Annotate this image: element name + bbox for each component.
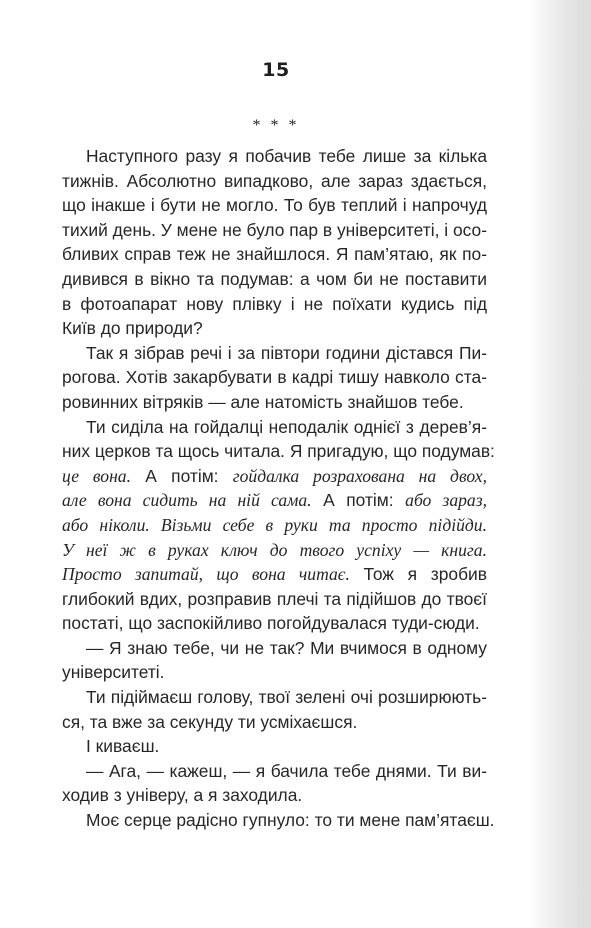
text-segment: глибокий вдих, розправив плечі та підійшов до твоєї — [62, 588, 487, 609]
chapter-number: 15 — [262, 59, 290, 81]
text-segment: них церков та щось читала. Я пригадую, що подумав: — [62, 441, 495, 462]
text-segment: постаті, що заспокійливо погойдувалася туди-сюди. — [62, 613, 480, 634]
italic-text: гойдалка розрахована на двох, — [232, 465, 488, 486]
italic-text: але вона сидить на ній сама. — [62, 490, 312, 511]
text-segment: Ти підіймаєш голову, твої зелені очі розширюють- — [86, 687, 487, 708]
text-segment: тихий день. У мене не було пар в університеті, і осо- — [62, 219, 487, 240]
text-segment: університеті. — [62, 662, 165, 683]
text-line — [62, 193, 487, 218]
text-line — [62, 464, 487, 489]
text-line — [62, 218, 487, 243]
text-line — [62, 242, 487, 267]
text-line — [62, 488, 487, 513]
paragraph — [62, 636, 487, 685]
italic-text: або ніколи. Візьми себе в руки та просто підійди. — [62, 514, 487, 535]
body-text — [62, 144, 495, 833]
text-line — [74, 341, 487, 366]
paragraph — [74, 808, 495, 833]
text-line — [62, 562, 487, 587]
text-line — [62, 439, 495, 464]
text-line — [62, 513, 487, 538]
italic-text: У неї ж в руках ключ до твого успіху — книга. — [62, 539, 487, 560]
paragraph — [74, 734, 487, 759]
text-segment: — Ага, — кажеш, — я бачила тебе днями. Ти ви- — [86, 760, 487, 781]
text-line — [62, 365, 487, 390]
paragraph — [62, 341, 487, 415]
text-line — [62, 538, 487, 563]
text-line — [74, 144, 487, 169]
text-line — [74, 808, 495, 833]
text-segment: — Я знаю тебе, чи не так? Ми вчимося в одному — [86, 637, 487, 658]
text-line — [62, 587, 487, 612]
text-segment: що інакше і бути не могло. То був теплий і напрочуд — [62, 195, 487, 216]
text-segment: Ти сиділа на гойдалці неподалік однієї з дерев’я- — [86, 416, 487, 437]
text-segment: тижнів. Абсолютно випадково, але зараз здається, — [62, 170, 487, 191]
text-line — [62, 710, 487, 735]
text-segment: рогова. Хотів закарбувати в кадрі тишу навколо ста- — [62, 367, 487, 388]
text-line — [74, 734, 487, 759]
text-line — [74, 685, 487, 710]
text-line — [62, 611, 487, 636]
text-segment: І киваєш. — [86, 736, 160, 757]
italic-text: або зараз, — [405, 490, 487, 511]
text-segment: ходив з універу, а я заходила. — [62, 785, 303, 806]
text-segment: бливих справ теж не знайшлося. Я пам’ятаю, як по- — [62, 244, 487, 265]
paragraph — [62, 759, 487, 808]
text-line — [74, 759, 487, 784]
paragraph — [62, 415, 495, 636]
section-separator: * * * — [252, 117, 300, 134]
text-segment: Наступного разу я побачив тебе лише за кілька — [86, 146, 487, 166]
text-segment: А потім: — [131, 465, 233, 486]
paragraph — [62, 144, 487, 341]
text-line — [62, 316, 487, 341]
text-line — [62, 292, 487, 317]
text-line — [62, 390, 487, 415]
text-segment: Моє серце радісно гупнуло: то ти мене пам’ятаєш. — [86, 810, 495, 831]
text-segment: ся, та вже за секунду ти усміхаєшся. — [62, 711, 358, 732]
text-line — [62, 660, 487, 685]
text-segment: Так я зібрав речі і за півтори години дістався Пи- — [86, 342, 487, 363]
text-segment: Тож я зробив — [349, 564, 487, 585]
paragraph — [62, 685, 487, 734]
text-segment: дивився в вікно та подумав: а чом би не поставити — [62, 268, 487, 289]
text-segment: в фотоапарат нову плівку і не поїхати кудись під — [62, 293, 487, 314]
text-line — [62, 169, 487, 194]
text-line — [62, 783, 487, 808]
text-line — [74, 415, 487, 440]
text-segment: А потім: — [311, 490, 406, 511]
text-segment: Київ до природи? — [62, 318, 203, 339]
text-line — [74, 636, 487, 661]
text-segment: ровинних вітряків — але натомість знайшов тебе. — [62, 391, 464, 412]
text-line — [62, 267, 487, 292]
italic-text: це вона. — [62, 465, 132, 486]
italic-text: Просто запитай, що вона читає. — [62, 564, 350, 585]
